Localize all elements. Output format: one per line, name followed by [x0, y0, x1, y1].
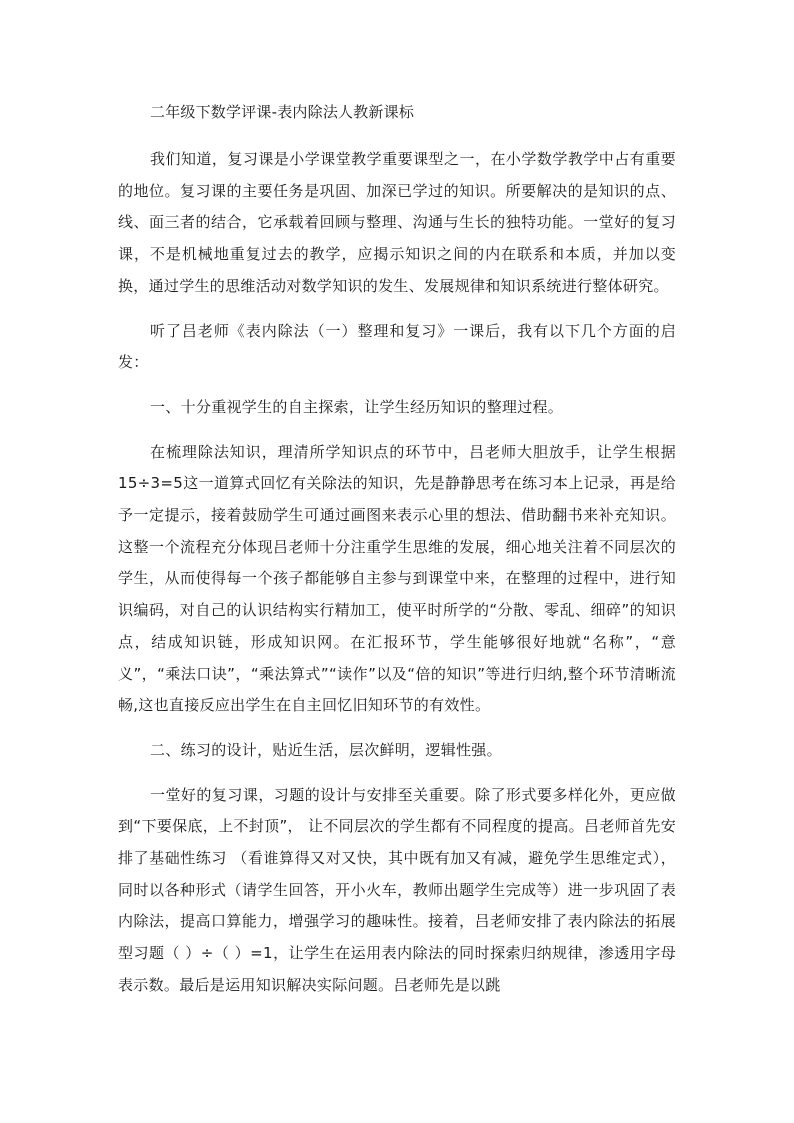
paragraph-section-2: 一堂好的复习课，习题的设计与安排至关重要。除了形式要多样化外，更应做到“下要保底，上不封顶”， 让不同层次的学生都有不同程度的提高。吕老师首先安排了基础性练习 （看谁算得又对又快，其中既有加又有减，避免学生思维定式），同时以各种形式（请学生回答，开小火车，教师出题学生完成等）进一步巩固了表内除法，提高口算能力，增强学习的趣味性。接着，吕老师安排了表内除法的拓展型习题（ ）÷（ ）=1，让学生在运用表内除法的同时探索归纳规律，渗透用字母表示数。最后是运用知识解决实际问题。吕老师先是以跳 [118, 785, 676, 994]
section-heading-1: 一、十分重视学生的自主探索，让学生经历知识的整理过程。 [150, 397, 564, 416]
document-body [118, 96, 676, 1002]
paragraph-section-1: 在梳理除法知识，理清所学知识点的环节中，吕老师大胆放手，让学生根据15÷3=5这一道算式回忆有关除法的知识，先是静静思考在练习本上记录，再是给予一定提示，接着鼓励学生可通过画图来表示心里的想法、借助翻书来补充知识。这整一个流程充分体现吕老师十分注重学生思维的发展，细心地关注着不同层次的学生，从而使得每一个孩子都能够自主参与到课堂中来，在整理的过程中，进行知识编码，对自己的认识结构实行精加工，使平时所学的“分散、零乱、细碎”的知识点，结成知识链，形成知识网。在汇报环节，学生能够很好地就“名称”，“意义”，“乘法口诀”，“乘法算式”“读作”以及“倍的知识”等进行归纳,整个环节清晰流畅,这也直接反应出学生在自主回忆旧知环节的有效性。 [118, 442, 676, 715]
paragraph-intro: 我们知道，复习课是小学课堂教学重要课型之一，在小学数学教学中占有重要的地位。复习课的主要任务是巩固、加深已学过的知识。所要解决的是知识的点、线、面三者的结合，它承载着回顾与整理、沟通与生长的独特功能。一堂好的复习课，不是机械地重复过去的教学，应揭示知识之间的内在联系和本质，并加以变换，通过学生的思维活动对数学知识的发生、发展规律和知识系统进行整体研究。 [118, 150, 676, 295]
paragraph-inspiration: 听了吕老师《表内除法（一）整理和复习》一课后，我有以下几个方面的启发： [118, 321, 676, 372]
section-heading-2: 二、练习的设计，贴近生活，层次鲜明，逻辑性强。 [150, 740, 502, 759]
document-title: 二年级下数学评课-表内除法人教新课标 [150, 103, 415, 121]
